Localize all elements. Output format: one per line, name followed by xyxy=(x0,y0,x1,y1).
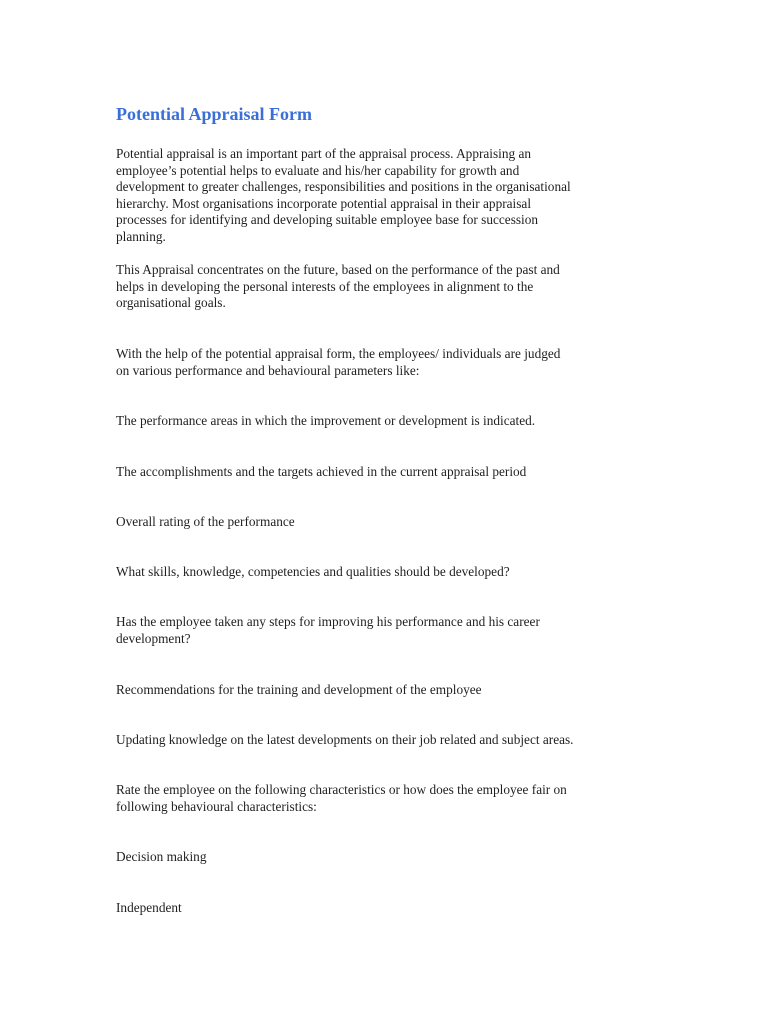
parameter-item: What skills, knowledge, competencies and qualities should be developed? xyxy=(116,564,510,579)
rate-intro-paragraph: Rate the employee on the following characteristics or how does the employee fair on following behavioural characteristics: xyxy=(116,782,567,814)
parameter-item: Has the employee taken any steps for improving his performance and his career development? xyxy=(116,614,540,646)
characteristic-item: Independent xyxy=(116,900,182,915)
judged-intro-paragraph: With the help of the potential appraisal form, the employees/ individuals are judged on various performance and behavioural parameters like: xyxy=(116,346,561,378)
characteristic-item: Decision making xyxy=(116,849,207,864)
parameter-item: The accomplishments and the targets achieved in the current appraisal period xyxy=(116,464,527,479)
parameter-item: Updating knowledge on the latest developments on their job related and subject areas. xyxy=(116,732,574,747)
document-title: Potential Appraisal Form xyxy=(116,104,312,124)
future-focus-paragraph: This Appraisal concentrates on the future, based on the performance of the past and helps in developing the personal interests of the employees in alignment to the organisational goals. xyxy=(116,262,560,311)
parameter-item: Overall rating of the performance xyxy=(116,514,295,529)
parameter-item: The performance areas in which the improvement or development is indicated. xyxy=(116,413,536,428)
parameter-item: Recommendations for the training and development of the employee xyxy=(116,682,482,697)
intro-paragraph: Potential appraisal is an important part of the appraisal process. Appraising an employee’s potential helps to evaluate and his/her capability for growth and development to greater challenges, responsibilities and positions in the organisational hierarchy. Most organisations incorporate potential appraisal in their appraisal processes for identifying and developing suitable employee base for succession planning. xyxy=(116,146,571,244)
